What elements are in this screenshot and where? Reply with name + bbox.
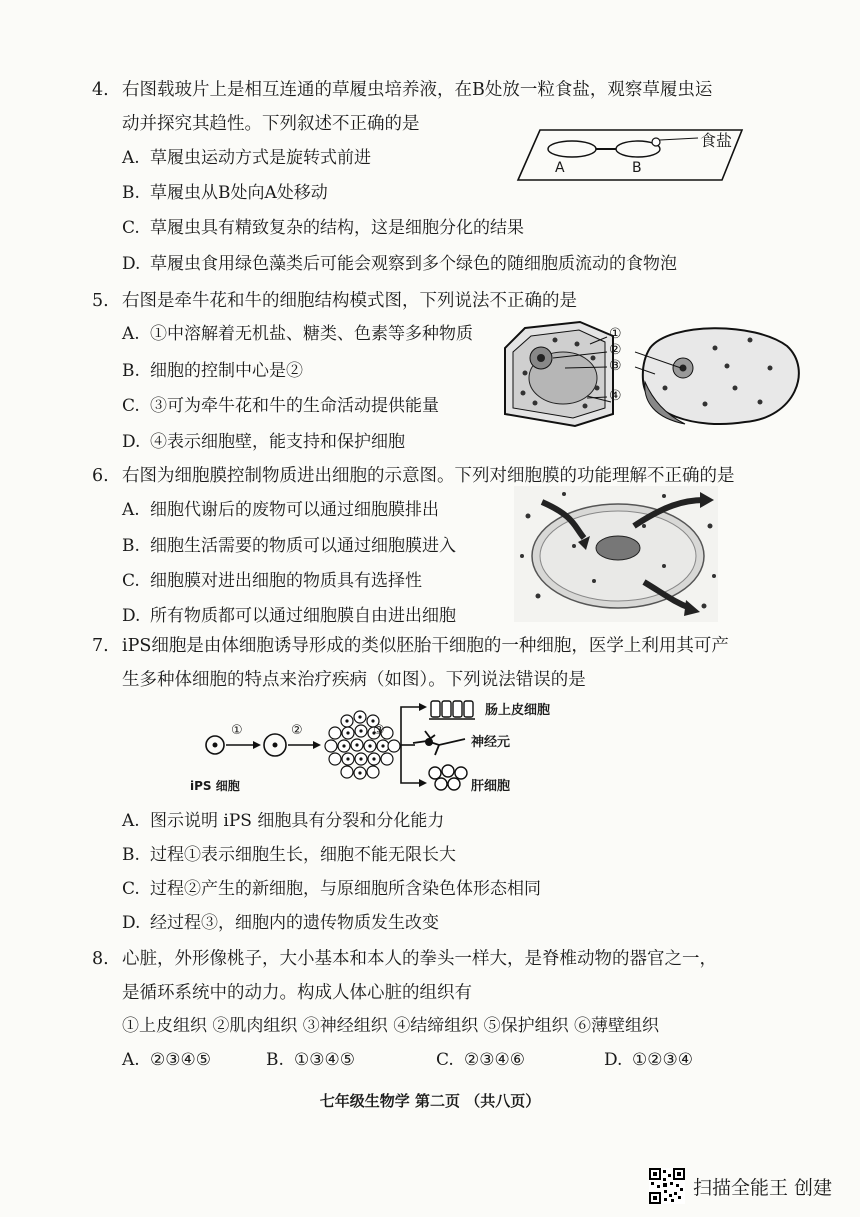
option-a[interactable]: A. ②③④⑤ (122, 1050, 211, 1070)
step-3-label: ③ (373, 723, 385, 738)
option-c[interactable]: C. 细胞膜对进出细胞的物质具有选择性 (122, 571, 422, 591)
option-b[interactable]: B. ①③④⑤ (266, 1050, 355, 1070)
option-b[interactable]: B. 草履虫从B处向A处移动 (122, 183, 328, 203)
cell-drawings (495, 318, 825, 430)
label-a: A (555, 160, 565, 176)
label-2: ② (609, 342, 622, 358)
question-stem: 右图载玻片上是相互连通的草履虫培养液，在B处放一粒食盐，观察草履虫运 (122, 80, 713, 100)
option-c[interactable]: C. ③可为牵牛花和牛的生命活动提供能量 (122, 396, 439, 416)
question-8 (92, 942, 740, 1010)
page-footer: 七年级生物学 第二页 （共八页） (319, 1092, 541, 1110)
membrane-drawing (514, 486, 718, 622)
option-d[interactable]: D. 经过程③，细胞内的遗传物质发生改变 (122, 913, 439, 933)
option-b[interactable]: B. 细胞生活需要的物质可以通过细胞膜进入 (122, 536, 456, 556)
label-1: ① (609, 326, 622, 342)
slide-diagram (510, 122, 760, 188)
option-b[interactable]: B. 过程①表示细胞生长，细胞不能无限长大 (122, 845, 456, 865)
option-a[interactable]: A. 图示说明 iPS 细胞具有分裂和分化能力 (122, 811, 445, 831)
scanner-brand-text: 扫描全能王 创建 (692, 1176, 832, 1199)
question-5 (92, 284, 740, 318)
question-number: 8. (92, 949, 109, 969)
option-d[interactable]: D. 所有物质都可以通过细胞膜自由进出细胞 (122, 606, 456, 626)
scanner-watermark (649, 1168, 832, 1204)
label-3: ③ (609, 358, 622, 374)
question-number: 5. (92, 291, 109, 311)
question-stem: 是循环系统中的动力。构成人体心脏的组织有 (122, 983, 472, 1003)
cell-structure-diagram (495, 318, 825, 430)
tissue-list: ①上皮组织 ②肌肉组织 ③神经组织 ④结缔组织 ⑤保护组织 ⑥薄壁组织 (122, 1016, 660, 1036)
step-2-label: ② (291, 723, 303, 738)
question-7 (92, 629, 740, 697)
option-b[interactable]: B. 细胞的控制中心是② (122, 361, 303, 381)
option-c[interactable]: C. 过程②产生的新细胞，与原细胞所含染色体形态相同 (122, 879, 541, 899)
option-d[interactable]: D. 草履虫食用绿色藻类后可能会观察到多个绿色的随细胞质流动的食物泡 (122, 254, 677, 274)
neuron-label: 神经元 (471, 735, 511, 750)
ips-label: iPS 细胞 (190, 779, 240, 793)
question-stem: 生多种体细胞的特点来治疗疾病（如图）。下列说法错误的是 (122, 670, 586, 690)
question-stem: 心脏，外形像桃子，大小基本和本人的拳头一样大，是脊椎动物的器官之一， (122, 949, 717, 969)
option-a[interactable]: A. ①中溶解着无机盐、糖类、色素等多种物质 (122, 324, 473, 344)
option-c[interactable]: C. 草履虫具有精致复杂的结构，这是细胞分化的结果 (122, 218, 524, 238)
question-stem: 右图是牵牛花和牛的细胞结构模式图，下列说法不正确的是 (122, 291, 577, 311)
question-number: 7. (92, 636, 109, 656)
question-stem: 右图为细胞膜控制物质进出细胞的示意图。下列对细胞膜的功能理解不正确的是 (122, 466, 735, 486)
option-a[interactable]: A. 细胞代谢后的废物可以通过细胞膜排出 (122, 500, 439, 520)
qr-code-icon (649, 1168, 685, 1204)
option-a[interactable]: A. 草履虫运动方式是旋转式前进 (122, 148, 371, 168)
question-stem: iPS细胞是由体细胞诱导形成的类似胚胎干细胞的一种细胞，医学上利用其可产 (122, 636, 729, 656)
option-d[interactable]: D. ①②③④ (604, 1050, 693, 1070)
label-4: ④ (609, 388, 622, 404)
option-c[interactable]: C. ②③④⑥ (436, 1050, 525, 1070)
cell-membrane-diagram (514, 486, 718, 622)
question-number: 6. (92, 466, 109, 486)
ips-cell-diagram (190, 695, 595, 795)
label-b: B (632, 160, 642, 176)
option-d[interactable]: D. ④表示细胞壁，能支持和保护细胞 (122, 432, 405, 452)
label-salt: 食盐 (700, 131, 733, 150)
question-stem: 动并探究其趋性。下列叙述不正确的是 (122, 114, 420, 134)
intestinal-cell-label: 肠上皮细胞 (485, 703, 551, 718)
step-1-label: ① (231, 723, 243, 738)
question-number: 4. (92, 80, 109, 100)
liver-cell-label: 肝细胞 (471, 779, 511, 794)
